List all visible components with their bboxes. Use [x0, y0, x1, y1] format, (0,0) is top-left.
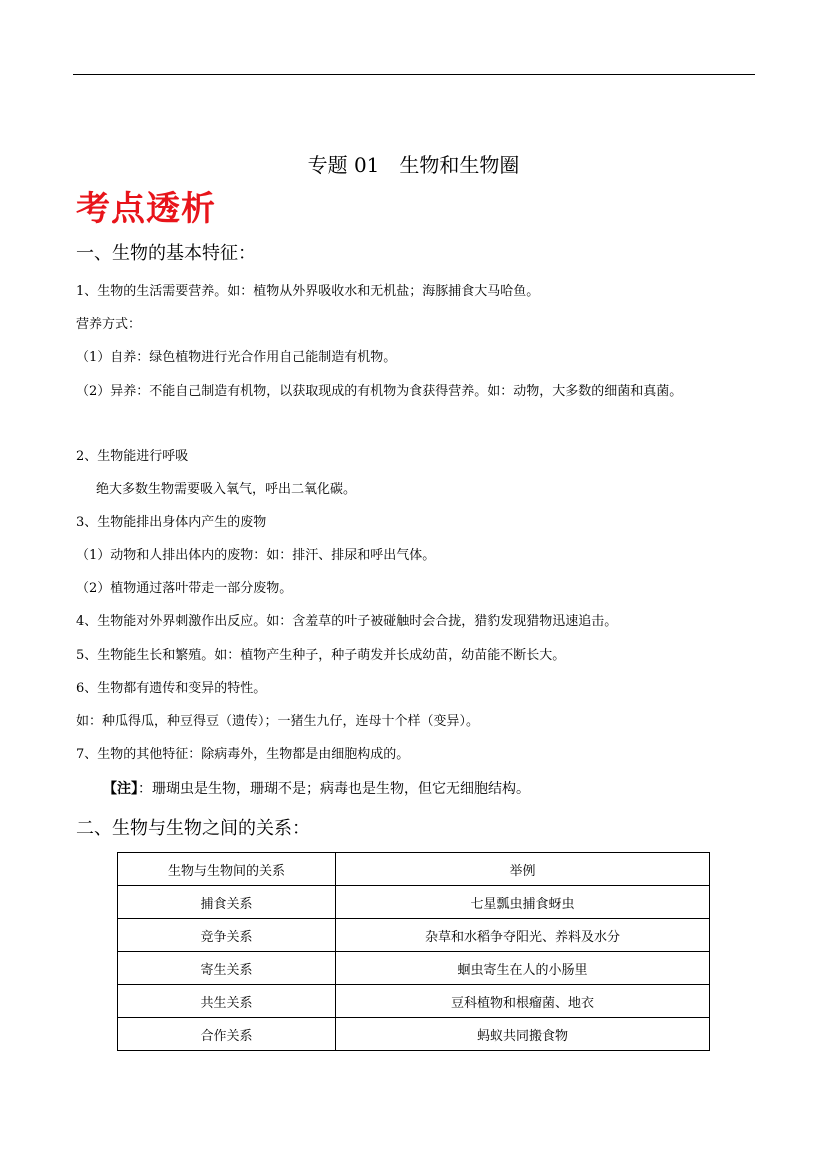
table-cell: 竞争关系	[118, 919, 336, 952]
part2-heading: 二、生物与生物之间的关系：	[76, 818, 310, 839]
paragraph-11: 5、生物能生长和繁殖。如：植物产生种子，种子萌发并长成幼苗，幼苗能不断长大。	[76, 648, 566, 663]
relationship-table	[117, 852, 710, 1051]
table-cell: 豆科植物和根瘤菌、地衣	[336, 985, 710, 1018]
paragraph-12: 6、生物都有遗传和变异的特性。	[76, 681, 267, 696]
paragraph-10: 4、生物能对外界刺激作出反应。如：含羞草的叶子被碰触时会合拢，猎豹发现猎物迅速追击。	[76, 614, 618, 629]
table-cell: 共生关系	[118, 985, 336, 1018]
table-cell: 寄生关系	[118, 952, 336, 985]
table-cell: 捕食关系	[118, 886, 336, 919]
table-cell: 七星瓢虫捕食蚜虫	[336, 886, 710, 919]
page-title: 专题 01 生物和生物圈	[307, 153, 520, 177]
paragraph-5: 2、生物能进行呼吸	[76, 449, 189, 464]
note-label: 【注】	[103, 781, 138, 797]
table-header-row	[118, 853, 710, 886]
table-row	[118, 1018, 710, 1051]
table-row	[118, 985, 710, 1018]
header-rule	[73, 74, 755, 75]
table-header-cell: 举例	[336, 853, 710, 886]
paragraph-2: 营养方式：	[76, 317, 142, 332]
paragraph-1: 1、生物的生活需要营养。如：植物从外界吸收水和无机盐；海豚捕食大马哈鱼。	[76, 284, 540, 299]
note-text: ：珊瑚虫是生物，珊瑚不是；病毒也是生物，但它无细胞结构。	[138, 781, 530, 797]
paragraph-14: 7、生物的其他特征：除病毒外，生物都是由细胞构成的。	[76, 747, 410, 762]
paragraph-3: （1）自养：绿色植物进行光合作用自己能制造有机物。	[76, 350, 397, 365]
table-row	[118, 919, 710, 952]
table-row	[118, 952, 710, 985]
paragraph-4: （2）异养：不能自己制造有机物，以获取现成的有机物为食获得营养。如：动物，大多数的细菌和真菌。	[76, 384, 683, 399]
paragraph-13: 如：种瓜得瓜，种豆得豆（遗传）；一猪生九仔，连母十个样（变异）。	[76, 714, 480, 729]
table-row	[118, 886, 710, 919]
paragraph-8: （1）动物和人排出体内的废物：如：排汗、排尿和呼出气体。	[76, 548, 436, 563]
paragraph-9: （2）植物通过落叶带走一部分废物。	[76, 581, 293, 596]
paragraph-7: 3、生物能排出身体内产生的废物	[76, 515, 267, 530]
table-cell: 蚂蚁共同搬食物	[336, 1018, 710, 1051]
note	[103, 779, 530, 799]
part1-heading: 一、生物的基本特征：	[76, 243, 256, 264]
table-cell: 合作关系	[118, 1018, 336, 1051]
paragraph-6: 绝大多数生物需要吸入氧气，呼出二氧化碳。	[96, 482, 357, 497]
table-cell: 蛔虫寄生在人的小肠里	[336, 952, 710, 985]
section-heading: 考点透析	[76, 189, 216, 229]
table-header-cell: 生物与生物间的关系	[118, 853, 336, 886]
table-cell: 杂草和水稻争夺阳光、养料及水分	[336, 919, 710, 952]
